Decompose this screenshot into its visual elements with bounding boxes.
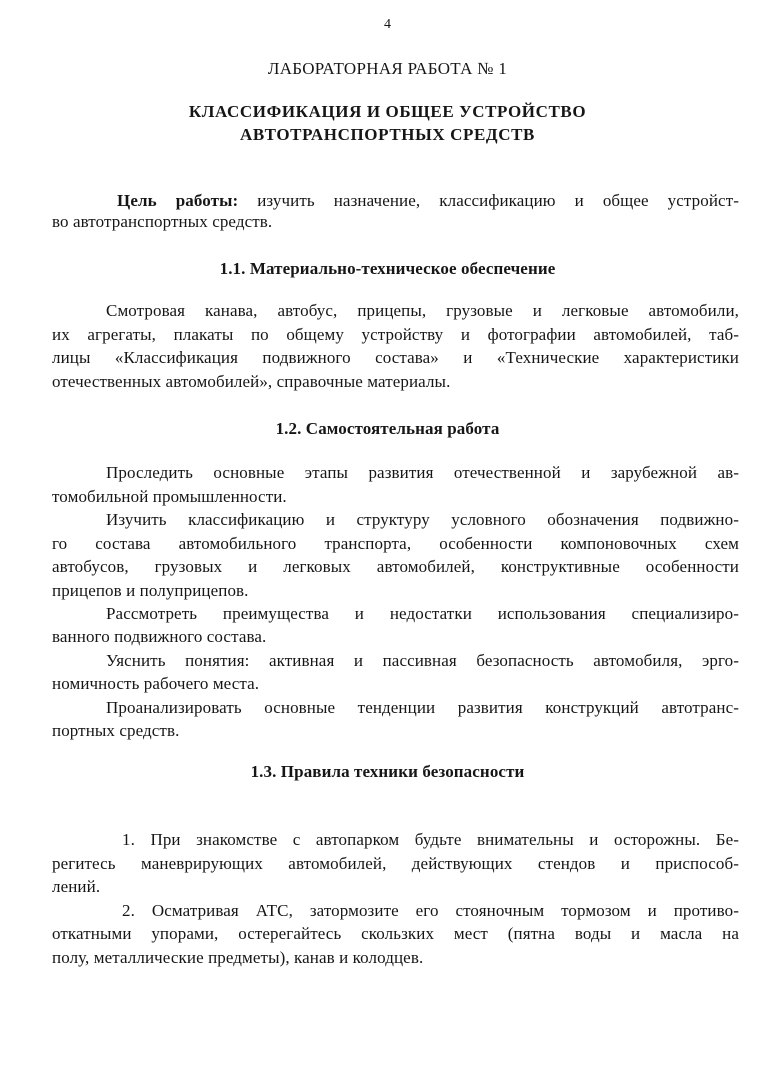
main-title-line-1: КЛАССИФИКАЦИЯ И ОБЩЕЕ УСТРОЙСТВО (188, 102, 587, 121)
section-1-1-line: лицы «Классификация подвижного состава» и «Технические характеристики (52, 348, 739, 367)
section-1-2-line: го состава автомобильного транспорта, особенности компоновочных схем (52, 534, 739, 553)
section-1-1-line: Смотровая канава, автобус, прицепы, грузовые и легковые автомобили, (106, 301, 739, 320)
goal-text: изучить назначение, классификацию и общее устройст- (238, 191, 739, 210)
section-1-3-line: 2. Осматривая АТС, затормозите его стояночным тормозом и противо- (122, 901, 739, 920)
section-1-2-line: номичность рабочего места. (52, 674, 260, 693)
section-1-1-line: отечественных автомобилей», справочные материалы. (52, 372, 451, 391)
page-number: 4 (383, 17, 392, 32)
section-1-2-line: портных средств. (52, 721, 180, 740)
section-1-1-line: их агрегаты, плакаты по общему устройству и фотографии автомобилей, таб- (52, 325, 739, 344)
section-1-2-line: томобильной промышленности. (52, 487, 287, 506)
section-1-2-line: прицепов и полуприцепов. (52, 581, 249, 600)
section-1-3-line: регитесь маневрирующих автомобилей, действующих стендов и приспособ- (52, 854, 739, 873)
goal-line-1 (117, 190, 739, 211)
section-1-2-line: автобусов, грузовых и легковых автомобилей, конструктивные особенности (52, 557, 739, 576)
lab-title: ЛАБОРАТОРНАЯ РАБОТА № 1 (267, 59, 508, 78)
section-1-3-line: 1. При знакомстве с автопарком будьте внимательны и осторожны. Бе- (122, 830, 739, 849)
section-1-2-line: ванного подвижного состава. (52, 627, 267, 646)
goal-label: Цель работы: (117, 191, 239, 210)
section-1-2-line: Изучить классификацию и структуру условного обозначения подвижно- (106, 510, 739, 529)
section-1-2-heading: 1.2. Самостоятельная работа (275, 419, 500, 438)
main-title-line-2: АВТОТРАНСПОРТНЫХ СРЕДСТВ (240, 125, 535, 144)
section-1-3-heading: 1.3. Правила техники безопасности (250, 762, 525, 781)
goal-line-2: во автотранспортных средств. (52, 212, 273, 231)
section-1-3-line: полу, металлические предметы), канав и колодцев. (52, 948, 424, 967)
section-1-2-line: Проследить основные этапы развития отечественной и зарубежной ав- (106, 463, 739, 482)
section-1-3-line: откатными упорами, остерегайтесь скользких мест (пятна воды и масла на (52, 924, 739, 943)
section-1-2-line: Уяснить понятия: активная и пассивная безопасность автомобиля, эрго- (106, 651, 739, 670)
section-1-2-line: Проанализировать основные тенденции развития конструкций автотранс- (106, 698, 739, 717)
section-1-3-line: лений. (52, 877, 101, 896)
section-1-1-heading: 1.1. Материально-техническое обеспечение (219, 259, 556, 278)
section-1-2-line: Рассмотреть преимущества и недостатки использования специализиро- (106, 604, 739, 623)
